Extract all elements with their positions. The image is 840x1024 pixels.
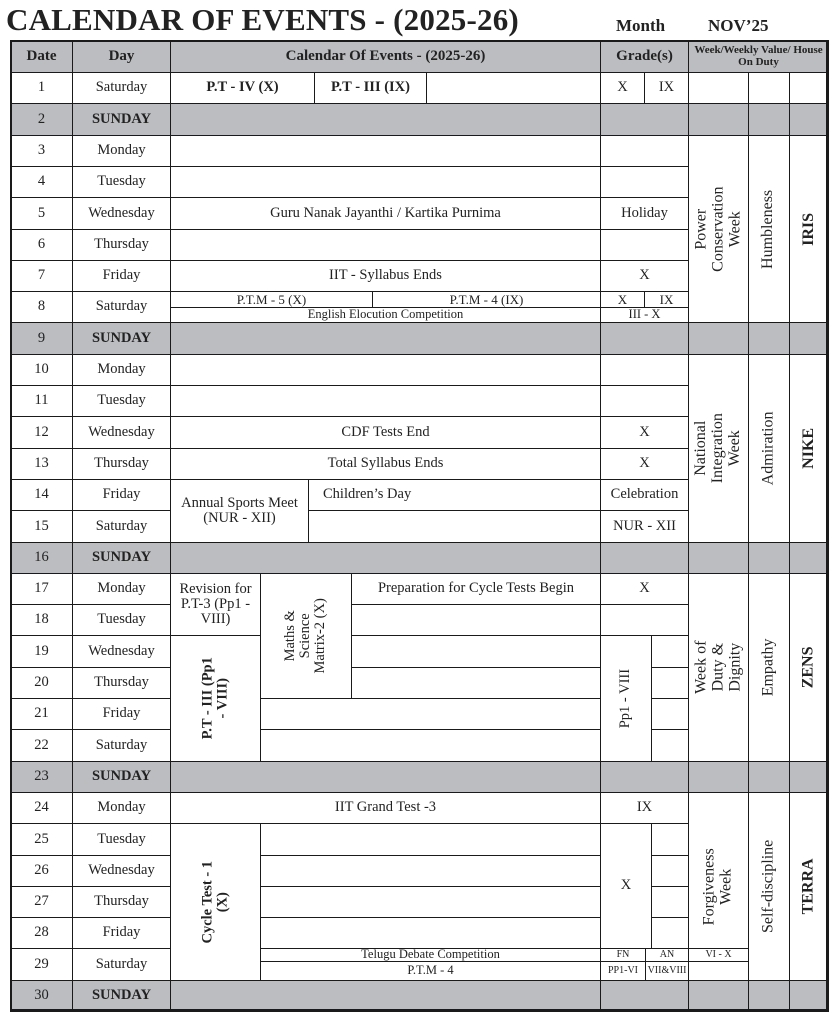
event-empty [260, 823, 601, 856]
house-on-duty-text: ZENS [799, 646, 817, 689]
header-day-text: Day [108, 47, 135, 64]
grade-cell-text: III - X [628, 307, 661, 322]
sunday-value [748, 980, 790, 1012]
header-events-text: Calendar Of Events - (2025-26) [285, 47, 486, 64]
day-cell [72, 103, 171, 136]
date-cell-text: 12 [34, 423, 49, 440]
date-cell-text: 14 [34, 486, 49, 503]
day-cell-text: Saturday [95, 955, 148, 972]
sunday-grades [600, 103, 689, 136]
date-cell-text: 18 [34, 611, 49, 628]
sunday-week [688, 322, 749, 355]
grade-cell [644, 72, 689, 104]
grade-pp1-viii-text: Pp1 - VIII [617, 668, 634, 729]
sunday-house [789, 103, 829, 136]
date-cell [10, 542, 73, 574]
grade-empty [651, 729, 689, 762]
event-ptm4-text: P.T.M - 4 [407, 963, 454, 978]
day-cell-text: Monday [97, 142, 146, 159]
grade-empty [600, 604, 689, 636]
event-cdf-text: CDF Tests End [341, 423, 430, 440]
header-day [72, 40, 171, 73]
day-cell [72, 948, 171, 981]
grade-pp1-viii [600, 635, 652, 762]
grade-empty [600, 354, 689, 386]
day-cell-text: Friday [102, 705, 141, 722]
weekly-value [748, 792, 790, 981]
date-cell-text: 4 [37, 173, 46, 190]
grade-cell-text: Holiday [621, 204, 668, 221]
house-on-duty-text: TERRA [799, 858, 817, 915]
grade-cell [600, 416, 689, 449]
weekly-value-text: Self-discipline [759, 839, 777, 934]
date-cell [10, 260, 73, 292]
day-cell-text: Thursday [94, 893, 149, 910]
sunday-events [170, 980, 601, 1012]
event-empty [351, 667, 601, 699]
weekly-theme-text: Week of Duty & Dignity [692, 640, 743, 695]
event-ptm4-text: P.T.M - 4 (IX) [449, 291, 524, 307]
event-empty [170, 229, 601, 261]
day-cell [72, 416, 171, 449]
date-cell-text: 8 [37, 298, 46, 315]
date-cell [10, 917, 73, 949]
date-cell-text: 23 [34, 768, 49, 785]
grade-cell [600, 307, 689, 323]
sunday-house [789, 322, 829, 355]
day-cell [72, 729, 171, 762]
event-empty [170, 354, 601, 386]
date-cell [10, 229, 73, 261]
value-empty [748, 72, 790, 104]
date-cell-text: 17 [34, 580, 49, 597]
grade-empty [600, 166, 689, 198]
day-cell-text: Saturday [95, 298, 148, 315]
header-grades-text: Grade(s) [616, 47, 673, 64]
date-cell [10, 948, 73, 981]
day-cell [72, 542, 171, 574]
day-cell [72, 761, 171, 793]
weekly-value-text: Empathy [759, 638, 777, 697]
day-cell [72, 385, 171, 417]
weekly-value [748, 573, 790, 762]
event-empty [260, 886, 601, 918]
date-cell [10, 322, 73, 355]
event-childrens-day-text: Children’s Day [323, 486, 412, 503]
grade-vii-viii [645, 961, 689, 981]
grade-cell [600, 573, 689, 605]
grade-empty [600, 229, 689, 261]
page-title: CALENDAR OF EVENTS - (2025-26) [6, 2, 519, 37]
weekly-theme-text: National Integration Week [692, 413, 743, 484]
day-cell [72, 604, 171, 636]
event-cycle-test [170, 823, 261, 981]
event-cycle-prep-text: Preparation for Cycle Tests Begin [377, 580, 575, 597]
date-cell-text: 19 [34, 642, 49, 659]
date-cell [10, 855, 73, 887]
day-cell [72, 698, 171, 730]
event-revision [170, 573, 261, 636]
sunday-house [789, 542, 829, 574]
header-events [170, 40, 601, 73]
day-cell [72, 229, 171, 261]
date-cell [10, 667, 73, 699]
weekly-value-text: Humbleness [759, 189, 777, 269]
header-grades [600, 40, 689, 73]
grade-empty [600, 385, 689, 417]
day-cell-text: Tuesday [97, 611, 146, 628]
event-pt3-block [170, 635, 261, 762]
event-ptm4 [372, 291, 601, 308]
month-label: Month [616, 16, 666, 35]
day-cell [72, 135, 171, 167]
weekly-value-text: Admiration [759, 411, 777, 486]
grade-cell-text: IX [658, 79, 675, 96]
date-cell [10, 604, 73, 636]
grade-cell [600, 510, 689, 543]
grade-cell [600, 197, 689, 230]
date-cell-text: 22 [34, 736, 49, 753]
sunday-grades [600, 322, 689, 355]
grade-cell-text: IX [636, 799, 653, 816]
weekly-theme [688, 354, 749, 543]
grade-cell [600, 823, 652, 949]
day-cell-text: Thursday [94, 455, 149, 472]
weekly-theme [688, 573, 749, 762]
day-cell [72, 917, 171, 949]
event-empty [170, 166, 601, 198]
grade-cell [600, 291, 645, 308]
day-cell-text: Saturday [95, 79, 148, 96]
event-cycle-test-text: Cycle Test - 1 (X) [199, 860, 231, 944]
date-cell-text: 10 [34, 361, 49, 378]
date-cell [10, 354, 73, 386]
event-empty [426, 72, 601, 104]
grade-cell [644, 291, 689, 308]
grade-fn-text: FN [616, 948, 630, 960]
grade-empty [651, 667, 689, 699]
date-cell [10, 510, 73, 543]
event-childrens-day [308, 479, 601, 511]
sunday-week [688, 761, 749, 793]
header-week-text: Week/Weekly Value/ House On Duty [694, 43, 823, 68]
sunday-events [170, 761, 601, 793]
weekly-value [748, 354, 790, 543]
date-cell-text: 1 [37, 79, 46, 96]
day-cell-text: Wednesday [88, 423, 155, 440]
event-iit-grand-test [170, 792, 601, 824]
house-on-duty [789, 354, 829, 543]
grade-vii-viii-text: VII&VIII [647, 964, 687, 976]
date-cell-text: 6 [37, 236, 46, 253]
day-cell-text: Monday [97, 580, 146, 597]
event-revision-text: Revision for P.T-3 (Pp1 - VIII) [179, 580, 252, 628]
date-cell-text: 16 [34, 549, 49, 566]
event-empty [170, 135, 601, 167]
date-cell [10, 197, 73, 230]
date-cell [10, 448, 73, 480]
event-ptm5 [170, 291, 373, 308]
grade-cell [600, 72, 645, 104]
day-cell-text: Saturday [95, 736, 148, 753]
day-cell-text: Wednesday [88, 642, 155, 659]
day-cell-text: Thursday [94, 236, 149, 253]
day-cell-text: Friday [102, 924, 141, 941]
grade-cell-text: X [639, 455, 650, 472]
event-telugu-debate [260, 948, 601, 962]
grade-pp1-vi [600, 961, 646, 981]
sunday-events [170, 542, 601, 574]
day-cell-text: Saturday [95, 517, 148, 534]
day-cell-text: SUNDAY [91, 549, 152, 566]
event-elocution [170, 307, 601, 323]
sunday-value [748, 103, 790, 136]
date-cell [10, 103, 73, 136]
day-cell [72, 510, 171, 543]
date-cell-text: 9 [37, 329, 46, 346]
event-sports-meet [170, 479, 309, 543]
event-guru-nanak [170, 197, 601, 230]
day-cell [72, 354, 171, 386]
grade-cell-text: X [617, 79, 628, 96]
date-cell-text: 5 [37, 204, 46, 221]
house-on-duty [789, 135, 829, 323]
day-cell [72, 197, 171, 230]
grade-cell-text: X [639, 580, 650, 597]
event-pt4-text: P.T - IV (X) [206, 79, 279, 96]
event-pt3-block-text: P.T - III (Pp1 - VIII) [199, 657, 231, 740]
date-cell [10, 698, 73, 730]
date-cell [10, 886, 73, 918]
date-cell [10, 635, 73, 668]
date-cell [10, 135, 73, 167]
sunday-house [789, 761, 829, 793]
day-cell [72, 291, 171, 323]
sunday-week [688, 542, 749, 574]
house-empty [789, 72, 829, 104]
sunday-grades [600, 542, 689, 574]
house-on-duty [789, 792, 829, 981]
event-ptm4 [260, 961, 601, 981]
grade-empty [651, 855, 689, 887]
date-cell-text: 3 [37, 142, 46, 159]
day-cell [72, 479, 171, 511]
event-guru-nanak-text: Guru Nanak Jayanthi / Kartika Purnima [270, 204, 501, 221]
day-cell-text: SUNDAY [91, 110, 152, 127]
date-cell [10, 72, 73, 104]
header-date-text: Date [26, 47, 57, 64]
date-cell-text: 29 [34, 955, 49, 972]
sunday-grades [600, 980, 689, 1012]
date-cell [10, 823, 73, 856]
day-cell-text: SUNDAY [91, 768, 152, 785]
sunday-events [170, 322, 601, 355]
day-cell [72, 322, 171, 355]
weekly-theme [688, 135, 749, 323]
event-empty [308, 510, 601, 543]
event-pt3 [314, 72, 427, 104]
event-iit-grand-test-text: IIT Grand Test -3 [334, 799, 437, 816]
sunday-grades [600, 761, 689, 793]
date-cell-text: 13 [34, 455, 49, 472]
grade-cell [600, 479, 689, 511]
event-total-syllabus [170, 448, 601, 480]
day-cell-text: Monday [97, 799, 146, 816]
sunday-value [748, 542, 790, 574]
day-cell [72, 166, 171, 198]
day-cell-text: Monday [97, 361, 146, 378]
day-cell [72, 855, 171, 887]
sunday-week [688, 980, 749, 1012]
event-iit-syllabus-text: IIT - Syllabus Ends [329, 267, 442, 284]
grade-empty [600, 135, 689, 167]
event-pt4 [170, 72, 315, 104]
month-value: NOV’25 [708, 16, 769, 35]
event-ptm5-text: P.T.M - 5 (X) [236, 291, 307, 307]
day-cell-text: SUNDAY [91, 329, 152, 346]
day-cell [72, 980, 171, 1012]
day-cell [72, 792, 171, 824]
grade-cell-text: Celebration [610, 486, 679, 503]
event-total-syllabus-text: Total Syllabus Ends [327, 455, 444, 472]
day-cell [72, 260, 171, 292]
grade-cell [600, 260, 689, 292]
date-cell [10, 729, 73, 762]
sunday-value [748, 322, 790, 355]
grade-cell-text: X [617, 291, 628, 307]
date-cell [10, 761, 73, 793]
grade-cell [600, 792, 689, 824]
house-on-duty [789, 573, 829, 762]
date-cell-text: 30 [34, 987, 49, 1004]
sunday-value [748, 761, 790, 793]
grade-empty [651, 698, 689, 730]
day-cell [72, 573, 171, 605]
day-cell-text: Friday [102, 267, 141, 284]
day-cell [72, 72, 171, 104]
day-cell [72, 667, 171, 699]
event-empty [260, 698, 601, 730]
sunday-events [170, 103, 601, 136]
grade-cell-text: NUR - XII [613, 517, 676, 534]
event-matrix-text: Maths & Science Matrix-2 (X) [282, 598, 329, 674]
day-cell-text: Tuesday [97, 830, 146, 847]
event-empty [351, 635, 601, 668]
day-cell-text: Thursday [94, 674, 149, 691]
day-cell [72, 448, 171, 480]
grade-cell-text: IX [659, 291, 674, 307]
event-cycle-prep [351, 573, 601, 605]
week-empty [688, 72, 749, 104]
date-cell [10, 573, 73, 605]
event-elocution-text: English Elocution Competition [307, 307, 464, 322]
sunday-house [789, 980, 829, 1012]
grade-fn [600, 948, 646, 962]
date-cell [10, 385, 73, 417]
day-cell-text: Tuesday [97, 392, 146, 409]
event-iit-syllabus [170, 260, 601, 292]
header-date [10, 40, 73, 73]
house-on-duty-text: IRIS [799, 212, 817, 246]
date-cell-text: 28 [34, 924, 49, 941]
date-cell [10, 980, 73, 1012]
grade-empty [651, 635, 689, 668]
weekly-value [748, 135, 790, 323]
day-cell-text: Friday [102, 486, 141, 503]
event-sports-meet-text: Annual Sports Meet (NUR - XII) [181, 494, 298, 526]
grade-cell-text: X [639, 267, 650, 284]
date-cell [10, 416, 73, 449]
grade-empty [651, 823, 689, 856]
event-matrix [260, 573, 352, 699]
date-cell-text: 20 [34, 674, 49, 691]
weekly-theme-text: Power Conservation Week [692, 186, 743, 272]
date-cell [10, 792, 73, 824]
week-vi-x-text: VI - X [705, 948, 732, 960]
grade-empty [651, 917, 689, 949]
date-cell-text: 25 [34, 830, 49, 847]
date-cell-text: 24 [34, 799, 49, 816]
day-cell [72, 635, 171, 668]
date-cell-text: 7 [37, 267, 46, 284]
event-empty [260, 729, 601, 762]
date-cell-text: 2 [37, 110, 46, 127]
date-cell-text: 11 [34, 392, 49, 409]
event-empty [351, 604, 601, 636]
day-cell [72, 886, 171, 918]
header-week [688, 40, 829, 73]
event-pt3-text: P.T - III (IX) [331, 79, 410, 96]
sunday-week [688, 103, 749, 136]
date-cell-text: 26 [34, 862, 49, 879]
weekly-theme-text: Forgiveness Week [700, 847, 735, 926]
day-cell-text: Tuesday [97, 173, 146, 190]
day-cell-text: SUNDAY [91, 987, 152, 1004]
date-cell [10, 479, 73, 511]
grade-cell [600, 448, 689, 480]
grade-empty [651, 886, 689, 918]
grade-an-text: AN [659, 948, 675, 960]
event-empty [260, 917, 601, 949]
event-telugu-debate-text: Telugu Debate Competition [361, 948, 500, 962]
day-cell [72, 823, 171, 856]
grade-an [645, 948, 689, 962]
date-cell [10, 166, 73, 198]
event-empty [260, 855, 601, 887]
date-cell [10, 291, 73, 323]
event-empty [170, 385, 601, 417]
date-cell-text: 21 [34, 705, 49, 722]
day-cell-text: Wednesday [88, 862, 155, 879]
event-cdf [170, 416, 601, 449]
date-cell-text: 27 [34, 893, 49, 910]
grade-cell-text: X [639, 423, 650, 440]
house-on-duty-text: NIKE [799, 428, 817, 469]
week-vi-x [688, 948, 749, 962]
week-empty [688, 961, 749, 981]
date-cell-text: 15 [34, 517, 49, 534]
grade-cell-text: X [620, 877, 632, 894]
day-cell-text: Wednesday [88, 204, 155, 221]
grade-pp1-vi-text: PP1-VI [607, 964, 638, 976]
